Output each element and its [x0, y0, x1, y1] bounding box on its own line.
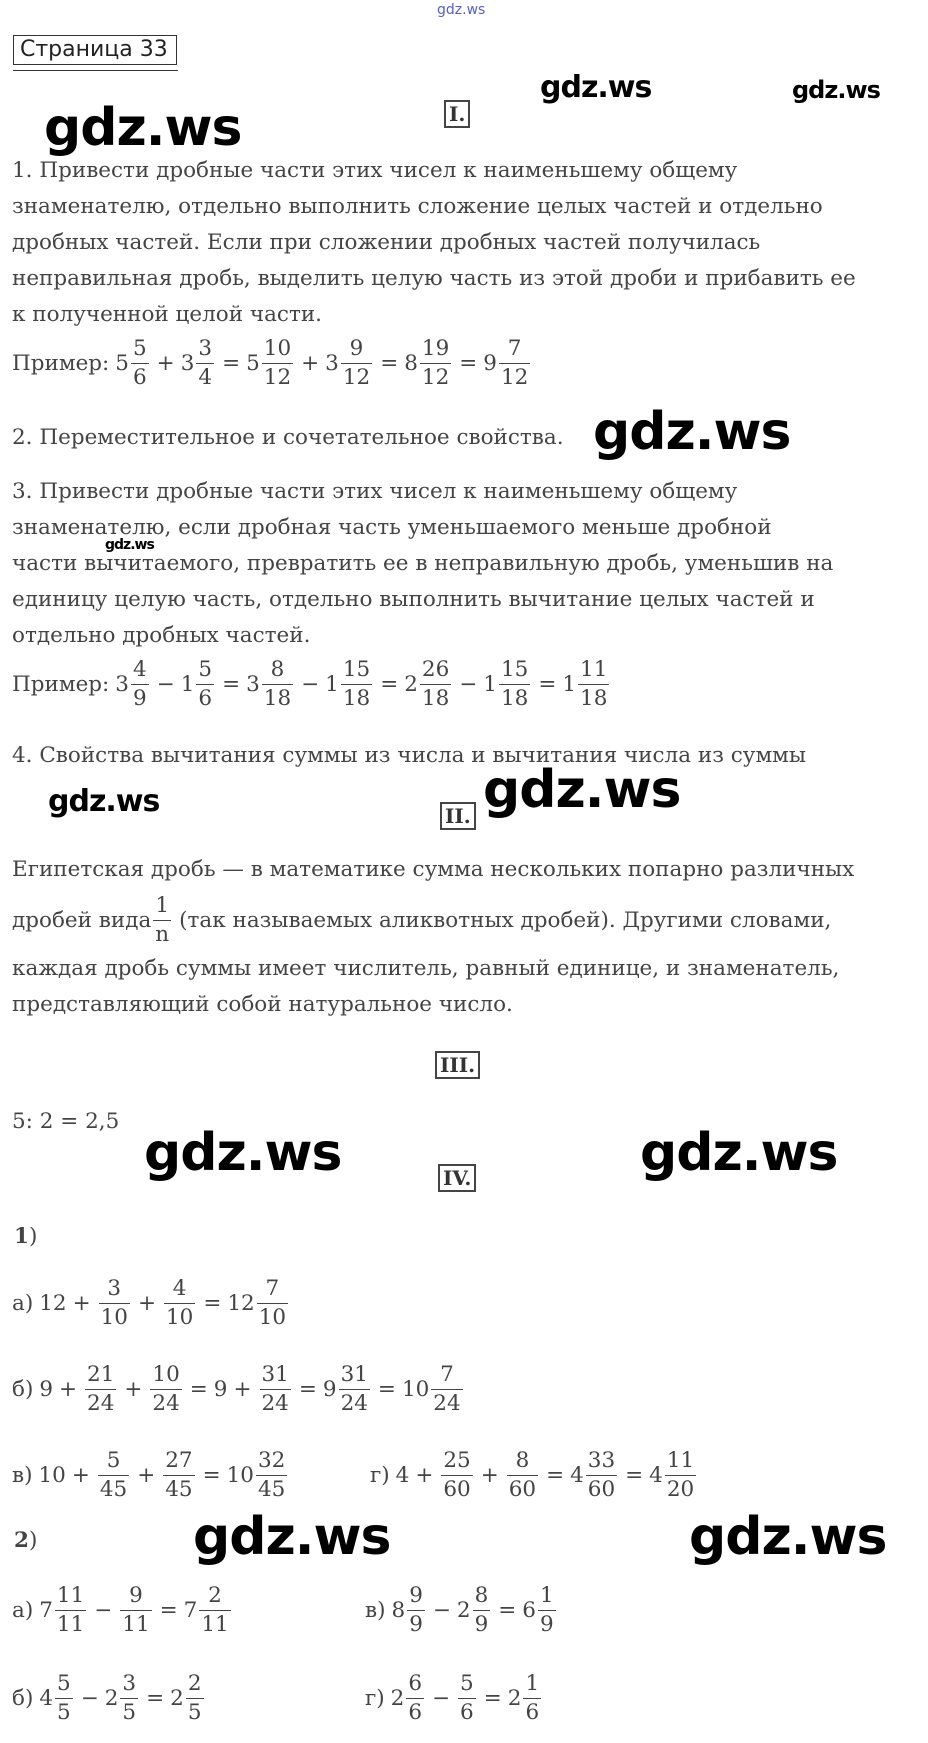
mixed-whole: 5 — [115, 350, 129, 376]
mixed-whole: 2 — [507, 1685, 522, 1711]
equals-sign: = — [498, 1597, 517, 1623]
fraction: $\frac{3}{5}$ — [122, 1671, 137, 1725]
minus-sign: − — [432, 1597, 451, 1623]
watermark: gdz.ws — [44, 98, 242, 158]
watermark: gdz.ws — [540, 70, 652, 105]
fraction: $\frac{15}{18}$ — [342, 657, 371, 711]
fraction: 1 9 — [539, 1583, 554, 1637]
fraction: $\frac{5}{6}$ — [460, 1671, 474, 1725]
equals-sign: = — [203, 1290, 222, 1316]
example1-formula — [12, 338, 532, 388]
fraction: $\frac{5}{45}$ — [99, 1448, 128, 1502]
fraction: $\frac{8}{60}$ — [508, 1448, 537, 1502]
plus-sign: + — [137, 1290, 156, 1316]
watermark: gdz.ws — [483, 760, 681, 820]
fraction-1-over-n: 1 n — [155, 893, 170, 947]
fraction: 9 9 — [409, 1583, 423, 1637]
page-label-underline — [13, 70, 178, 71]
fraction: $\frac{15}{18}$ — [500, 657, 529, 711]
item-label: б) — [12, 1685, 34, 1711]
task2-label — [14, 1528, 37, 1553]
item-label: а) — [12, 1290, 34, 1316]
equals-sign: = — [625, 1462, 644, 1488]
item1-line: знаменателю, отдельно выполнить сложение целых частей и отдельно — [12, 194, 823, 219]
item-label: б) — [12, 1376, 34, 1402]
plus-sign: + — [415, 1462, 434, 1488]
mixed-whole: 1 — [180, 671, 195, 697]
equals-sign: = — [380, 350, 399, 376]
mixed-whole: 6 — [522, 1597, 536, 1623]
item4-text — [12, 738, 806, 774]
number: 4 — [395, 1462, 410, 1488]
item3-line: 3. Привести дробные части этих чисел к наименьшему общему — [12, 479, 738, 504]
mixed-whole: 3 — [246, 671, 260, 697]
item1-line: дробных частей. Если при сложении дробных частей получилась — [12, 230, 761, 255]
task-paren: ) — [28, 1528, 38, 1553]
item1-line: неправильная дробь, выделить целую часть из этой дроби и прибавить ее — [12, 266, 856, 291]
minus-sign: − — [301, 671, 320, 697]
equals-sign: = — [159, 1597, 178, 1623]
number: 9 — [39, 1376, 54, 1402]
section-heading-2: II. — [440, 802, 476, 830]
fraction: $\frac{21}{24}$ — [87, 1362, 115, 1416]
fraction: 5 5 — [57, 1671, 71, 1725]
plus-sign: + — [301, 350, 320, 376]
fraction: $\frac{8}{9}$ — [474, 1583, 489, 1637]
equals-sign: = — [483, 1685, 502, 1711]
mixed-whole: 12 — [227, 1290, 255, 1316]
fraction: $\frac{10}{24}$ — [152, 1362, 180, 1416]
fraction: 26 18 — [421, 657, 450, 711]
egyptian-text: дробей вида — [12, 907, 152, 933]
task1-b — [12, 1364, 465, 1414]
number: 9 — [213, 1376, 228, 1402]
mixed-whole: 4 — [570, 1462, 584, 1488]
egyptian-text: каждая дробь суммы имеет числитель, равный единице, и знаменатель, — [12, 956, 840, 981]
item4-line: 4. Свойства вычитания суммы из числа и вычитания числа из суммы — [12, 743, 806, 768]
watermark: gdz.ws — [689, 1507, 887, 1567]
mixed-whole: 4 — [649, 1462, 663, 1488]
mixed-whole: 7 — [39, 1597, 53, 1623]
fraction: 10 12 — [263, 336, 292, 390]
item-label: в) — [12, 1462, 33, 1488]
number: 12 — [39, 1290, 67, 1316]
equals-sign: = — [189, 1376, 208, 1402]
task2-v — [365, 1585, 558, 1635]
fraction: 32 45 — [257, 1448, 286, 1502]
task-paren: ) — [28, 1224, 38, 1249]
plus-sign: + — [124, 1376, 143, 1402]
item3-line: единицу целую часть, отдельно выполнить вычитание целых частей и — [12, 587, 815, 612]
mixed-whole: 9 — [322, 1376, 337, 1402]
item3-line: знаменателю, если дробная часть уменьшаемого меньше дробной — [12, 515, 772, 540]
page-label: Страница 33 — [13, 35, 177, 65]
equals-sign: = — [202, 1462, 221, 1488]
fraction: $\frac{9}{12}$ — [342, 336, 371, 390]
mixed-whole: 4 — [39, 1685, 54, 1711]
item3-line: части вычитаемого, превратить ее в неправильную дробь, уменьшив на — [12, 551, 834, 576]
fraction: $\frac{31}{24}$ — [261, 1362, 289, 1416]
mixed-whole: 2 — [104, 1685, 119, 1711]
item-label: а) — [12, 1597, 34, 1623]
fraction: 2 11 — [201, 1583, 229, 1637]
minus-sign: − — [94, 1597, 113, 1623]
equals-sign: = — [298, 1376, 317, 1402]
plus-sign: + — [480, 1462, 499, 1488]
fraction: 4 9 — [132, 657, 147, 711]
item-label: г) — [365, 1685, 385, 1711]
mixed-whole: 1 — [483, 671, 497, 697]
fraction: $\frac{31}{24}$ — [340, 1362, 368, 1416]
fraction: $\frac{27}{45}$ — [165, 1448, 193, 1502]
mixed-whole: 9 — [483, 350, 497, 376]
equals-sign: = — [546, 1462, 565, 1488]
task2-b — [12, 1673, 206, 1723]
example-label: Пример: — [12, 671, 110, 697]
item3-text — [12, 474, 833, 654]
task1-a — [12, 1278, 290, 1328]
mixed-whole: 2 — [390, 1685, 405, 1711]
mixed-whole: 5 — [246, 350, 260, 376]
watermark: gdz.ws — [48, 784, 160, 819]
mixed-whole: 8 — [404, 350, 418, 376]
fraction: $\frac{33}{60}$ — [587, 1448, 616, 1502]
mixed-whole: 8 — [391, 1597, 406, 1623]
egyptian-text: Египетская дробь — в математике сумма нескольких попарно различных — [12, 857, 855, 882]
equals-sign: = — [538, 671, 557, 697]
mixed-whole: 3 — [325, 350, 339, 376]
task-number: 2 — [14, 1528, 29, 1553]
plus-sign: + — [59, 1376, 78, 1402]
plus-sign: + — [233, 1376, 252, 1402]
section-heading-4: IV. — [438, 1164, 476, 1192]
mixed-whole: 2 — [456, 1597, 471, 1623]
watermark: gdz.ws — [792, 76, 880, 104]
example-label: Пример: — [12, 350, 110, 376]
example3-formula — [12, 659, 611, 709]
fraction: 2 5 — [187, 1671, 202, 1725]
part3-answer — [12, 1104, 119, 1140]
minus-sign: − — [459, 671, 478, 697]
task1-g — [370, 1450, 698, 1500]
fraction: 5 6 — [132, 336, 147, 390]
mixed-whole: 2 — [404, 671, 418, 697]
task2-g — [365, 1673, 543, 1723]
item1-text — [12, 153, 856, 333]
fraction: $\frac{19}{12}$ — [421, 336, 450, 390]
mixed-whole: 1 — [562, 671, 577, 697]
mixed-whole: 10 — [226, 1462, 254, 1488]
plus-sign: + — [137, 1462, 156, 1488]
number: 10 — [38, 1462, 66, 1488]
watermark: gdz.ws — [105, 537, 154, 553]
watermark-top: gdz.ws — [437, 2, 486, 18]
equals-sign: = — [380, 671, 399, 697]
mixed-whole: 2 — [170, 1685, 184, 1711]
mixed-whole: 3 — [115, 671, 129, 697]
fraction: 7 24 — [433, 1362, 461, 1416]
watermark: gdz.ws — [193, 1507, 391, 1567]
equals-sign: = — [459, 350, 478, 376]
fraction: $\frac{9}{11}$ — [122, 1583, 150, 1637]
item-label: г) — [370, 1462, 390, 1488]
item1-line: к полученной целой части. — [12, 302, 323, 327]
fraction: $\frac{3}{4}$ — [198, 336, 213, 390]
item1-line: 1. Привести дробные части этих чисел к наименьшему общему — [12, 158, 738, 183]
fraction: 7 12 — [500, 336, 529, 390]
egyptian-line2 — [12, 895, 831, 945]
section-heading-1: I. — [444, 100, 470, 128]
item2-text — [12, 420, 564, 456]
fraction: 6 6 — [408, 1671, 423, 1725]
division-answer: 5: 2 = 2,5 — [12, 1109, 120, 1134]
fraction: 7 10 — [258, 1276, 287, 1330]
task-number: 1 — [14, 1224, 29, 1249]
fraction: 8 18 — [263, 657, 292, 711]
fraction: 11 11 — [56, 1583, 85, 1637]
mixed-whole: 1 — [325, 671, 339, 697]
fraction: $\frac{4}{10}$ — [165, 1276, 194, 1330]
equals-sign: = — [146, 1685, 165, 1711]
watermark: gdz.ws — [640, 1123, 838, 1183]
fraction: 11 20 — [666, 1448, 695, 1502]
plus-sign: + — [72, 1290, 91, 1316]
fraction: 1 6 — [525, 1671, 540, 1725]
task1-label — [14, 1224, 37, 1249]
mixed-whole: 10 — [401, 1376, 430, 1402]
task2-a — [12, 1585, 233, 1635]
egyptian-text: представляющий собой натуральное число. — [12, 992, 513, 1017]
fraction: $\frac{3}{10}$ — [100, 1276, 128, 1330]
section-heading-3: III. — [435, 1051, 480, 1079]
item3-line: отдельно дробных частей. — [12, 623, 311, 648]
egyptian-line1 — [12, 852, 854, 888]
plus-sign: + — [156, 350, 175, 376]
item2-line: 2. Переместительное и сочетательное свойства. — [12, 425, 564, 450]
plus-sign: + — [71, 1462, 90, 1488]
equals-sign: = — [222, 671, 241, 697]
minus-sign: − — [156, 671, 175, 697]
fraction: $\frac{25}{60}$ — [443, 1448, 471, 1502]
watermark: gdz.ws — [144, 1123, 342, 1183]
fraction: $\frac{5}{6}$ — [198, 657, 213, 711]
mixed-whole: 3 — [180, 350, 195, 376]
watermark: gdz.ws — [593, 402, 791, 462]
egyptian-text: (так называемых аликвотных дробей). Другими словами, — [179, 907, 832, 933]
equals-sign: = — [222, 350, 241, 376]
equals-sign: = — [377, 1376, 396, 1402]
mixed-whole: 7 — [183, 1597, 198, 1623]
item-label: в) — [365, 1597, 386, 1623]
task1-v — [12, 1450, 289, 1500]
egyptian-line3 — [12, 951, 839, 1023]
minus-sign: − — [80, 1685, 99, 1711]
fraction: 11 18 — [580, 657, 608, 711]
minus-sign: − — [432, 1685, 451, 1711]
